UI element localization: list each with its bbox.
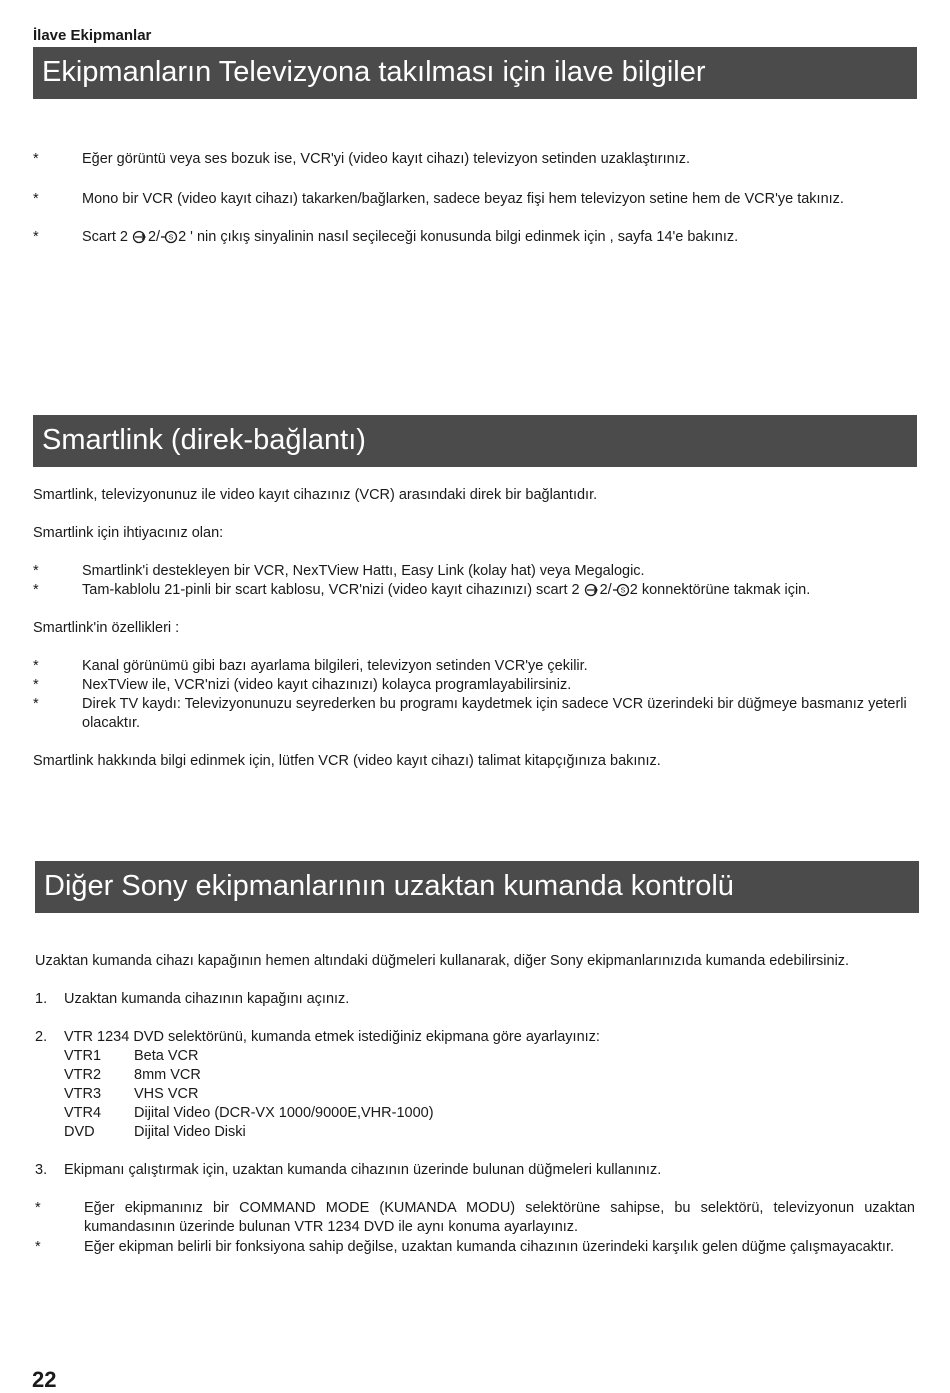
equipment-desc: VHS VCR [134,1086,199,1102]
equipment-desc: Beta VCR [134,1048,199,1064]
scart-label-2: 2 [178,229,187,245]
note-item: Eğer ekipmanınız bir COMMAND MODE (KUMANDA MODU) selektörüne sahipse, bu selektörü, televizyonun uzaktan kumandasının üzerinde bulunan VTR 1234 DVD ile aynı konuma ayarlayınız. [84,1200,915,1235]
bullet: * [33,229,39,245]
scart-label: 2/ [599,582,612,598]
remote-intro: Uzaktan kumanda cihazı kapağının hemen altındaki düğmeleri kullanarak, diğer Sony ekipmanlarınızıda kumanda edebilirsiniz. [35,953,850,969]
svg-text:S: S [168,234,174,242]
smartlink-features-heading: Smartlink'in özellikleri : [33,620,180,636]
note-item: Eğer ekipman belirli bir fonksiyona sahip değilse, uzaktan kumanda cihazının üzerindeki karşılık gelen düğme çalışmayacaktır. [84,1239,895,1255]
scart-input-icon [132,230,148,244]
need-text-pre: Tam-kablolu 21-pinli bir scart kablosu, VCR'nizi (video kayıt cihazınızı) scart 2 [82,582,580,598]
info-item-scart [82,228,738,247]
bullet: * [33,151,39,167]
bullet: * [33,582,39,598]
bullet: * [33,191,39,207]
page-number: 22 [32,1367,57,1392]
equipment-code: VTR1 [64,1048,102,1064]
equipment-desc: Dijital Video Diski [134,1124,246,1140]
bullet: * [35,1200,41,1216]
smartlink-needs-heading: Smartlink için ihtiyacınız olan: [33,525,224,541]
step-text: Ekipmanı çalıştırmak için, uzaktan kumanda cihazının üzerinde bulunan düğmeleri kullanınız. [64,1162,662,1178]
need-item: Smartlink'i destekleyen bir VCR, NexTView Hattı, Easy Link (kolay hat) veya Megalogic. [82,563,645,579]
svg-text:S: S [620,587,626,595]
equipment-code: VTR4 [64,1105,102,1121]
equipment-code: VTR3 [64,1086,102,1102]
step-number: 2. [35,1029,48,1045]
bullet: * [35,1239,41,1255]
equipment-desc: Dijital Video (DCR-VX 1000/9000E,VHR-1000) [134,1105,434,1121]
equipment-desc: 8mm VCR [134,1067,201,1083]
scart-s-video-icon [160,230,178,244]
step-number: 1. [35,991,48,1007]
scart-input-icon [584,583,600,597]
info-item: Eğer görüntü veya ses bozuk ise, VCR'yi (video kayıt cihazı) televizyon setinden uzaklaştırınız. [82,151,691,167]
scart-label: 2/ [147,229,161,245]
info-text-pre: Scart 2 [82,229,128,245]
smartlink-outro: Smartlink hakkında bilgi edinmek için, lütfen VCR (video kayıt cihazı) talimat kitapçığınıza bakınız. [33,753,661,769]
bullet: * [33,677,39,693]
smartlink-intro: Smartlink, televizyonunuz ile video kayıt cihazınız (VCR) arasındaki direk bir bağlantıdır. [33,487,598,503]
need-item-scart [82,581,810,600]
section-title-remote-control: Diğer Sony ekipmanlarının uzaktan kumanda kontrolü [35,861,919,913]
bullet: * [33,696,39,712]
step-text: Uzaktan kumanda cihazının kapağını açınız. [64,991,350,1007]
feature-item: Kanal görünümü gibi bazı ayarlama bilgileri, televizyon setinden VCR'ye çekilir. [82,658,588,674]
scart-label-2: 2 [629,582,638,598]
feature-item: NexTView ile, VCR'nizi (video kayıt cihazınızı) kolayca programlayabilirsiniz. [82,677,572,693]
bullet: * [33,658,39,674]
step-number: 3. [35,1162,48,1178]
bullet: * [33,563,39,579]
section-label: İlave Ekipmanlar [33,27,152,44]
equipment-code: VTR2 [64,1067,102,1083]
section-title-additional-info: Ekipmanların Televizyona takılması için ilave bilgiler [33,47,917,99]
scart-s-video-icon [612,583,630,597]
section-title-smartlink: Smartlink (direk-bağlantı) [33,415,917,467]
info-text-post: ' nin çıkış sinyalinin nasıl seçileceği konusunda bilgi edinmek için , sayfa 14'e bakınız. [190,229,739,245]
equipment-code: DVD [64,1124,95,1140]
step-text: VTR 1234 DVD selektörünü, kumanda etmek istediğiniz ekipmana göre ayarlayınız: [64,1029,600,1045]
need-text-post: konnektörüne takmak için. [641,582,811,598]
info-item: Mono bir VCR (video kayıt cihazı) takarken/bağlarken, sadece beyaz fişi hem televizyon setine hem de VCR'ye takınız. [82,191,844,207]
feature-item: Direk TV kaydı: Televizyonunuzu seyrederken bu programı kaydetmek için sadece VCR üzerindeki bir düğmeye basmanız yeterli olacaktır. [82,696,907,731]
